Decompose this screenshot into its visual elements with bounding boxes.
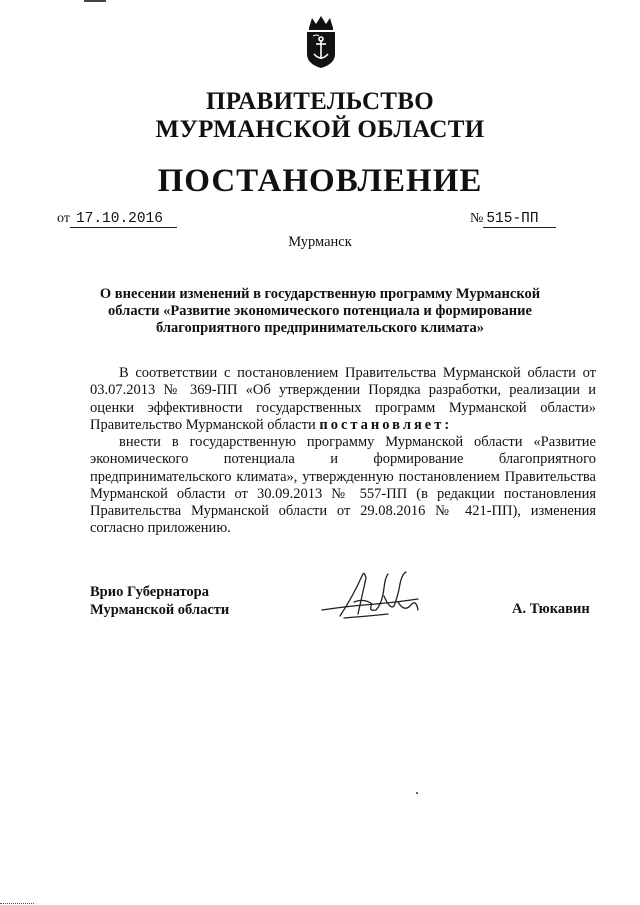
signer-title bbox=[90, 583, 229, 619]
subject-line1: О внесении изменений в государственную программу Мурманской bbox=[99, 286, 541, 302]
document-date: 17.10.2016 bbox=[70, 211, 177, 228]
document-number: 515-ПП bbox=[483, 211, 556, 228]
date-prefix: от bbox=[57, 211, 70, 226]
body-paragraph-2: внести в государственную программу Мурманской области «Развитие экономического потенциала и формирование благоприятного предпринимательского климата», утвержденную постановлением Правительства Мурманской области от 30.09.2013 № 557-ПП (в редакции постановления Правительства Мурманской области от 29.08.2016 № 421-ПП), изменения согласно приложению. bbox=[90, 434, 596, 537]
document-subject bbox=[95, 286, 545, 337]
resolution-keyword: постановляет: bbox=[319, 416, 453, 433]
body-paragraph-1 bbox=[90, 365, 596, 434]
handwritten-signature-icon bbox=[318, 566, 436, 626]
signer-title-line2: Мурманской области bbox=[90, 602, 230, 618]
coat-of-arms-icon bbox=[303, 14, 339, 70]
number-row bbox=[470, 211, 556, 228]
number-prefix: № bbox=[470, 211, 484, 226]
signer-title-line1: Врио Губернатора bbox=[90, 584, 209, 600]
scan-dot bbox=[416, 792, 418, 794]
paragraph-1-text: В соответствии с постановлением Правительства Мурманской области от 03.07.2013 № 369-ПП «Об утверждении Порядка разработки, реализации и оценки эффективности государственных программ Мурманской области» Правительство Мурманской области bbox=[90, 365, 596, 433]
document-type: ПОСТАНОВЛЕНИЕ bbox=[157, 163, 483, 199]
government-title-line2: МУРМАНСКОЙ ОБЛАСТИ bbox=[155, 116, 485, 143]
date-row bbox=[57, 211, 177, 228]
subject-line3: благоприятного предпринимательского климата» bbox=[156, 320, 484, 336]
subject-line2: области «Развитие экономического потенциала и формирование bbox=[108, 303, 532, 319]
government-title-line1: ПРАВИТЕЛЬСТВО bbox=[206, 88, 434, 115]
government-title bbox=[0, 88, 640, 144]
signer-name: А. Тюкавин bbox=[512, 601, 590, 617]
city: Мурманск bbox=[288, 234, 352, 250]
scan-artifact-line bbox=[84, 0, 106, 2]
